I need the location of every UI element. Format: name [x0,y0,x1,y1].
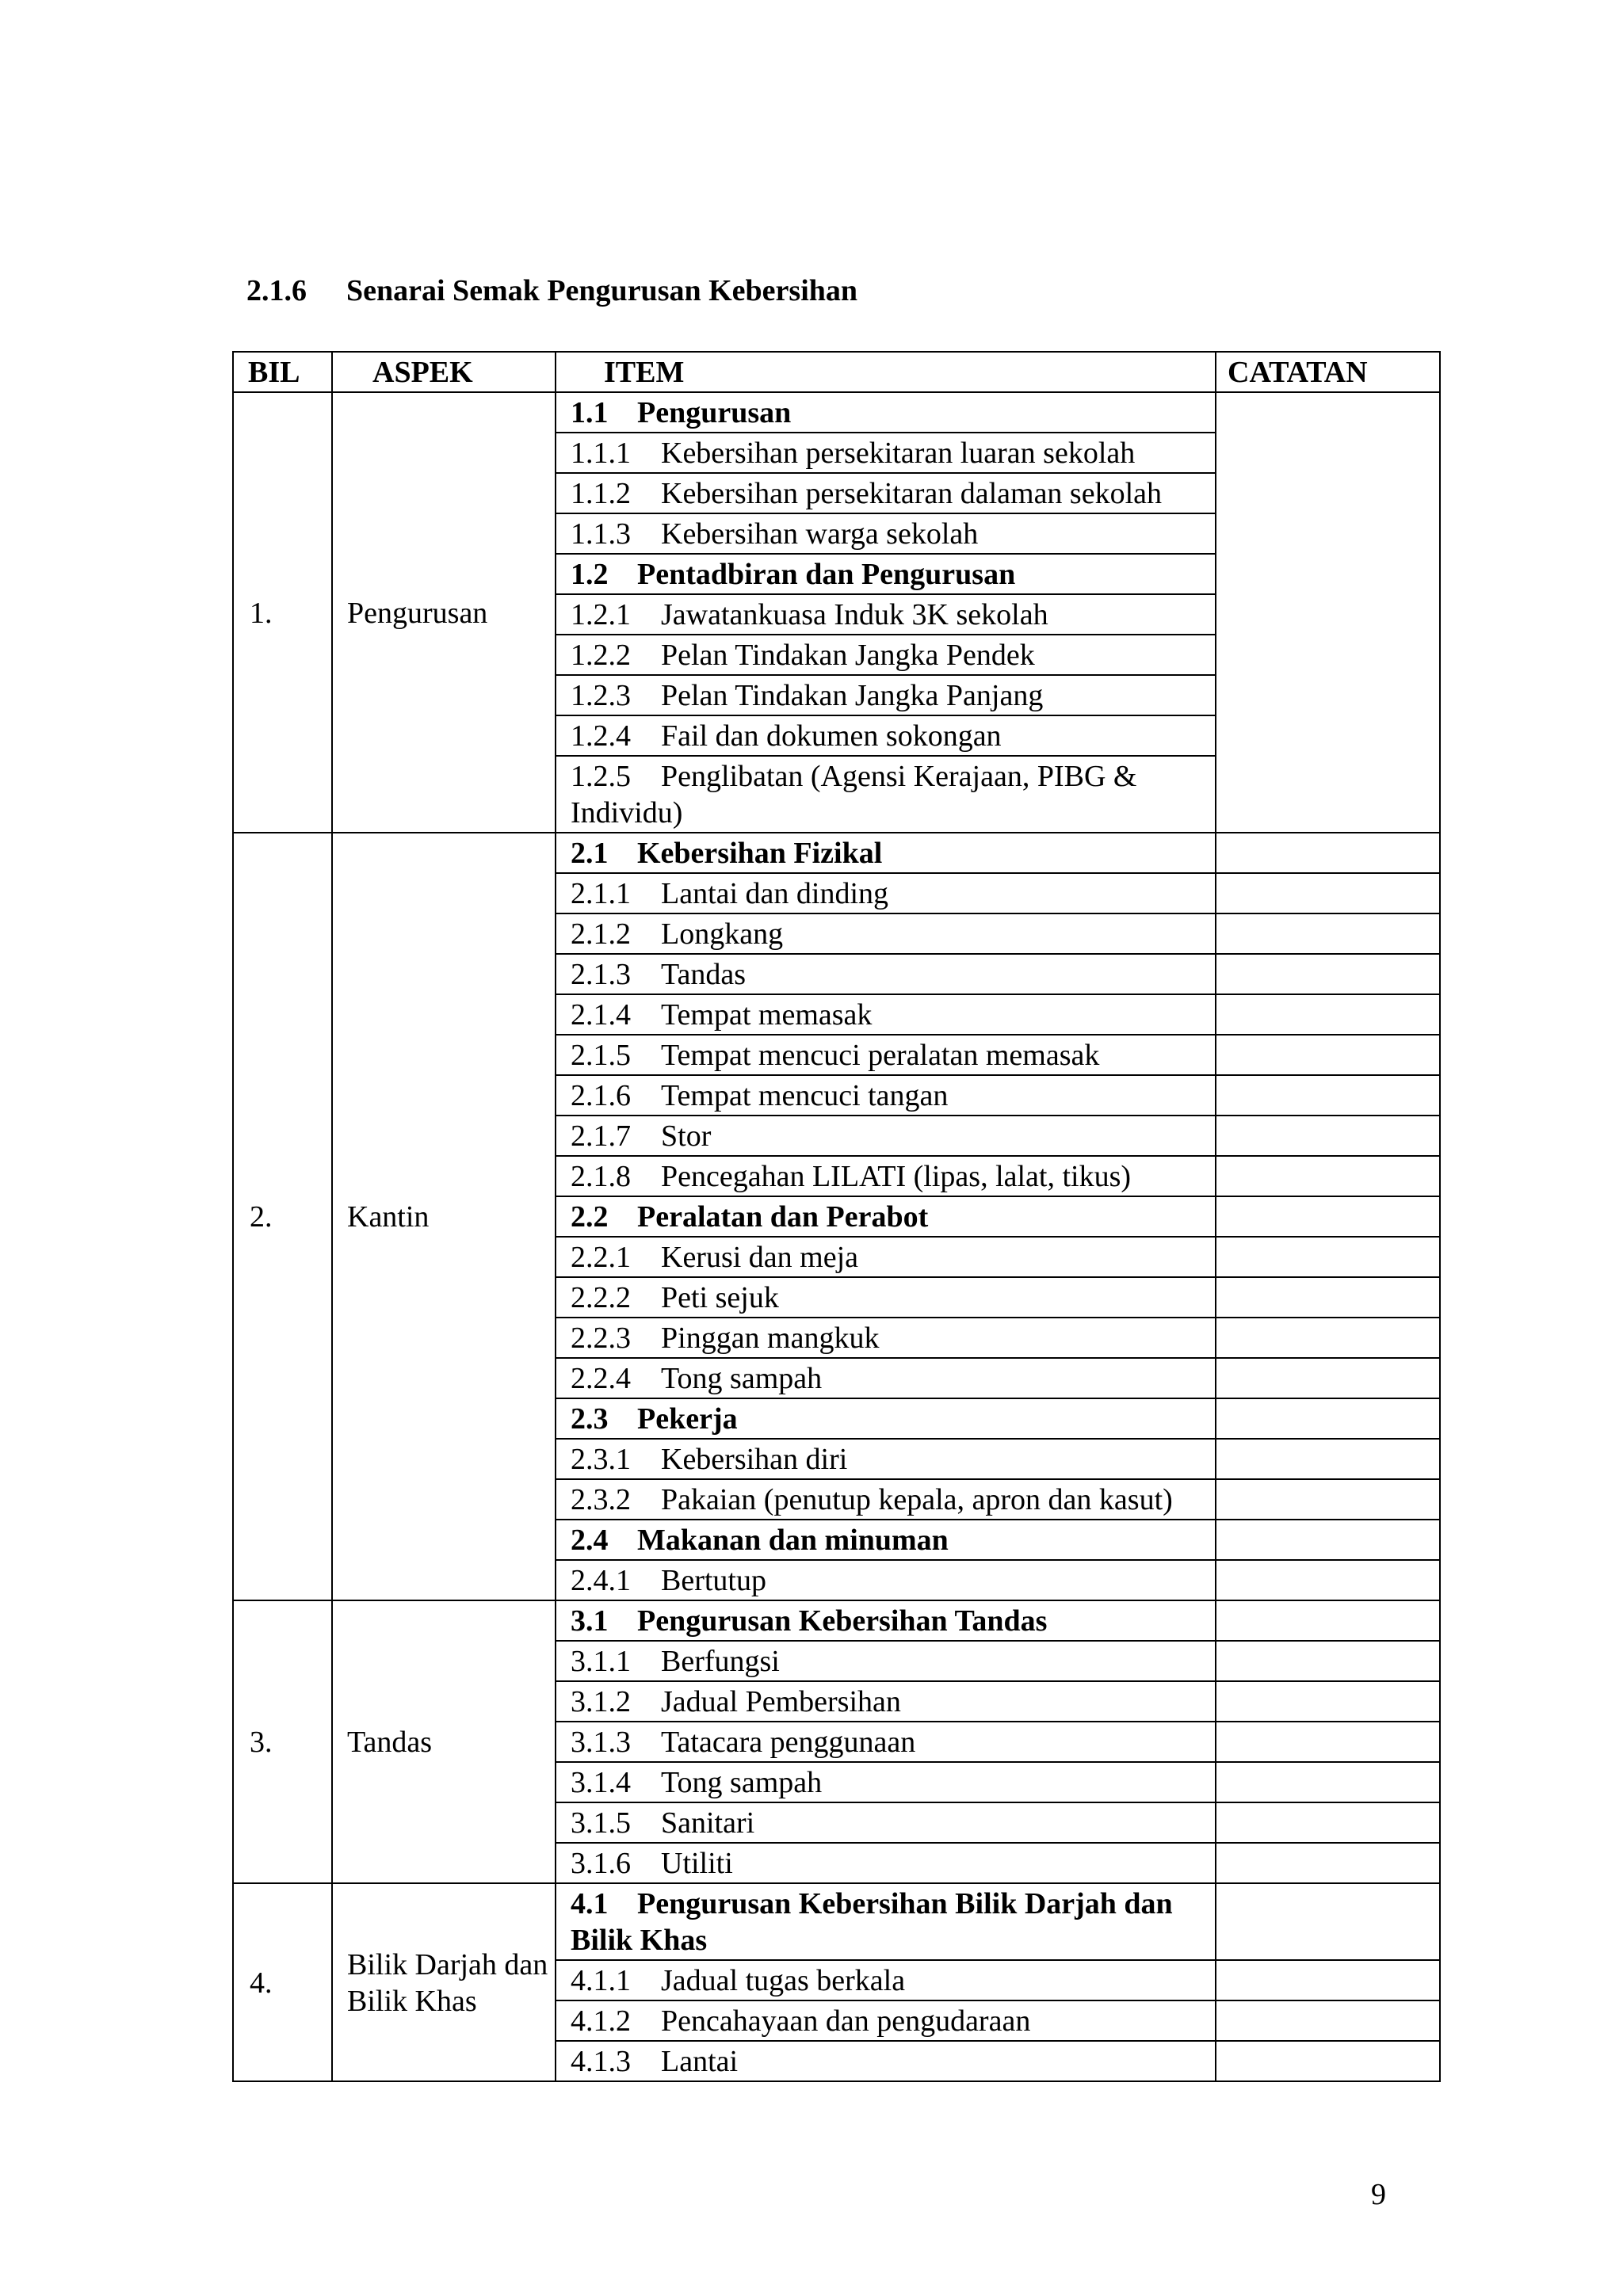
catatan-cell[interactable] [1216,1237,1440,1277]
catatan-cell[interactable] [1216,2000,1440,2041]
item-code: 2.1.8 [571,1160,631,1193]
item-code: 2.3 [571,1402,609,1436]
item-text: Jawatankuasa Induk 3K sekolah [661,598,1048,631]
item-code: 4.1 [571,1887,609,1920]
item-text: Pinggan mangkuk [661,1322,880,1355]
item-text: Pakaian (penutup kepala, apron dan kasut) [661,1483,1173,1516]
item-text: Kebersihan persekitaran luaran sekolah [661,437,1136,470]
item-cell [556,1116,1216,1156]
item-code: 1.2.1 [571,598,631,631]
section-number: 2.1.6 [246,274,307,307]
item-text: Kerusi dan meja [661,1241,859,1274]
catatan-cell[interactable] [1216,833,1440,873]
item-cell [556,954,1216,994]
item-cell [556,2041,1216,2081]
catatan-cell[interactable] [1216,1318,1440,1358]
catatan-cell[interactable] [1216,1358,1440,1398]
catatan-cell[interactable] [1216,873,1440,913]
bil-cell: 2. [233,833,332,1600]
item-cell [556,1843,1216,1883]
item-cell [556,635,1216,675]
item-cell [556,1560,1216,1600]
item-text: Peralatan dan Perabot [637,1200,929,1234]
item-code: 4.1.2 [571,2004,631,2038]
catatan-cell[interactable] [1216,913,1440,954]
item-cell [556,1802,1216,1843]
item-cell [556,1439,1216,1479]
item-code: 2.1.3 [571,958,631,991]
item-code: 3.1 [571,1604,609,1638]
header-bil: BIL [233,352,332,392]
item-text: Pengurusan [637,396,792,429]
catatan-cell[interactable] [1216,1960,1440,2000]
item-cell [556,913,1216,954]
item-text: Berfungsi [661,1645,780,1678]
item-text: Pelan Tindakan Jangka Pendek [661,639,1035,672]
catatan-cell[interactable] [1216,2041,1440,2081]
catatan-cell[interactable] [1216,1520,1440,1560]
item-code: 2.2.4 [571,1362,631,1395]
catatan-cell[interactable] [1216,994,1440,1035]
item-code: 1.1.3 [571,517,631,551]
table-row [233,833,1440,873]
catatan-cell[interactable] [1216,1843,1440,1883]
item-text: Pekerja [637,1402,738,1436]
header-item: ITEM [556,352,1216,392]
item-cell [556,1722,1216,1762]
item-text: Tong sampah [661,1362,823,1395]
item-text: Lantai dan dinding [661,877,889,910]
catatan-cell[interactable] [1216,1600,1440,1641]
item-text: Pelan Tindakan Jangka Panjang [661,679,1044,712]
item-text: Tatacara penggunaan [661,1726,916,1759]
item-code: 2.4.1 [571,1564,631,1597]
catatan-cell[interactable] [1216,1035,1440,1075]
item-code: 2.1.2 [571,917,631,951]
aspek-cell: Tandas [332,1600,556,1883]
item-subheading [556,1600,1216,1641]
item-text: Pencegahan LILATI (lipas, lalat, tikus) [661,1160,1132,1193]
item-code: 2.1.6 [571,1079,631,1112]
item-code: 2.3.1 [571,1443,631,1476]
page-number: 9 [1371,2178,1386,2211]
item-code: 1.1.2 [571,477,631,510]
catatan-cell[interactable] [1216,1641,1440,1681]
item-text: Kebersihan persekitaran dalaman sekolah [661,477,1163,510]
item-code: 3.1.5 [571,1806,631,1840]
item-code: 1.2.4 [571,719,631,753]
header-catatan: CATATAN [1216,352,1440,392]
catatan-cell[interactable] [1216,1722,1440,1762]
aspek-cell: Kantin [332,833,556,1600]
item-subheading [556,1196,1216,1237]
checklist-table [232,351,1441,2082]
catatan-cell[interactable] [1216,1479,1440,1520]
item-code: 1.2.2 [571,639,631,672]
item-text: Pengurusan Kebersihan Bilik Darjah dan Bilik Khas [571,1887,1173,1957]
checklist-body [233,392,1440,2081]
item-text: Tempat mencuci tangan [661,1079,949,1112]
item-text: Jadual Pembersihan [661,1685,901,1718]
item-text: Tempat mencuci peralatan memasak [661,1039,1100,1072]
aspek-cell: Bilik Darjah dan Bilik Khas [332,1883,556,2081]
catatan-cell[interactable] [1216,1196,1440,1237]
catatan-cell[interactable] [1216,1277,1440,1318]
item-cell [556,1277,1216,1318]
item-code: 2.2 [571,1200,609,1234]
item-cell [556,433,1216,473]
item-text: Pencahayaan dan pengudaraan [661,2004,1031,2038]
item-code: 2.2.3 [571,1322,631,1355]
item-code: 2.4 [571,1524,609,1557]
item-code: 4.1.1 [571,1964,631,1997]
catatan-cell[interactable] [1216,1075,1440,1116]
section-heading [246,271,857,311]
item-code: 3.1.1 [571,1645,631,1678]
catatan-cell[interactable] [1216,1156,1440,1196]
item-code: 1.2 [571,558,609,591]
item-text: Bertutup [661,1564,766,1597]
table-row [233,1883,1440,1960]
item-code: 4.1.3 [571,2045,631,2078]
item-code: 2.2.2 [571,1281,631,1314]
item-text: Lantai [661,2045,739,2078]
item-code: 2.1.4 [571,998,631,1032]
item-cell [556,873,1216,913]
item-subheading [556,392,1216,433]
catatan-cell[interactable] [1216,1681,1440,1722]
item-text: Jadual tugas berkala [661,1964,906,1997]
catatan-cell[interactable] [1216,1883,1440,1960]
catatan-cell[interactable] [1216,392,1440,833]
item-code: 2.2.1 [571,1241,631,1274]
item-cell [556,715,1216,756]
catatan-cell[interactable] [1216,1560,1440,1600]
item-text: Longkang [661,917,784,951]
catatan-cell[interactable] [1216,954,1440,994]
item-cell [556,594,1216,635]
item-cell [556,994,1216,1035]
item-code: 2.1.7 [571,1119,631,1153]
item-cell [556,1035,1216,1075]
item-cell [556,1237,1216,1277]
item-text: Makanan dan minuman [637,1524,949,1557]
item-code: 1.2.3 [571,679,631,712]
item-cell [556,1960,1216,2000]
item-code: 2.1.5 [571,1039,631,1072]
item-cell [556,1358,1216,1398]
item-text: Tong sampah [661,1766,823,1799]
catatan-cell[interactable] [1216,1116,1440,1156]
item-cell [556,756,1216,833]
item-cell [556,1641,1216,1681]
item-text: Pengurusan Kebersihan Tandas [637,1604,1048,1638]
bil-cell: 1. [233,392,332,833]
item-code: 2.1 [571,837,609,870]
bil-cell: 4. [233,1883,332,2081]
item-text: Sanitari [661,1806,755,1840]
catatan-cell[interactable] [1216,1439,1440,1479]
item-subheading [556,1398,1216,1439]
section-title: Senarai Semak Pengurusan Kebersihan [346,274,858,307]
item-cell [556,1075,1216,1116]
item-code: 2.1.1 [571,877,631,910]
item-subheading [556,1883,1216,1960]
item-text: Fail dan dokumen sokongan [661,719,1002,753]
item-cell [556,473,1216,513]
item-cell [556,513,1216,554]
item-text: Kebersihan Fizikal [637,837,883,870]
item-cell [556,1318,1216,1358]
header-row [233,352,1440,392]
item-cell [556,1156,1216,1196]
item-text: Peti sejuk [661,1281,779,1314]
table-row [233,392,1440,433]
item-subheading [556,554,1216,594]
item-cell [556,1681,1216,1722]
header-aspek: ASPEK [332,352,556,392]
table-row [233,1600,1440,1641]
item-text: Pentadbiran dan Pengurusan [637,558,1016,591]
catatan-cell[interactable] [1216,1762,1440,1802]
item-code: 3.1.4 [571,1766,631,1799]
catatan-cell[interactable] [1216,1802,1440,1843]
bil-cell: 3. [233,1600,332,1883]
aspek-cell: Pengurusan [332,392,556,833]
item-text: Tempat memasak [661,998,873,1032]
item-text: Kebersihan warga sekolah [661,517,979,551]
item-cell [556,675,1216,715]
item-cell [556,1479,1216,1520]
item-text: Kebersihan diri [661,1443,848,1476]
item-code: 3.1.6 [571,1847,631,1880]
catatan-cell[interactable] [1216,1398,1440,1439]
item-code: 1.2.5 [571,760,631,793]
item-subheading [556,833,1216,873]
item-cell [556,1762,1216,1802]
item-code: 3.1.3 [571,1726,631,1759]
item-text: Stor [661,1119,712,1153]
item-code: 2.3.2 [571,1483,631,1516]
item-text: Tandas [661,958,747,991]
item-code: 3.1.2 [571,1685,631,1718]
item-text: Penglibatan (Agensi Kerajaan, PIBG & Individu) [571,760,1137,830]
item-subheading [556,1520,1216,1560]
item-text: Utiliti [661,1847,733,1880]
item-cell [556,2000,1216,2041]
item-code: 1.1.1 [571,437,631,470]
item-code: 1.1 [571,396,609,429]
